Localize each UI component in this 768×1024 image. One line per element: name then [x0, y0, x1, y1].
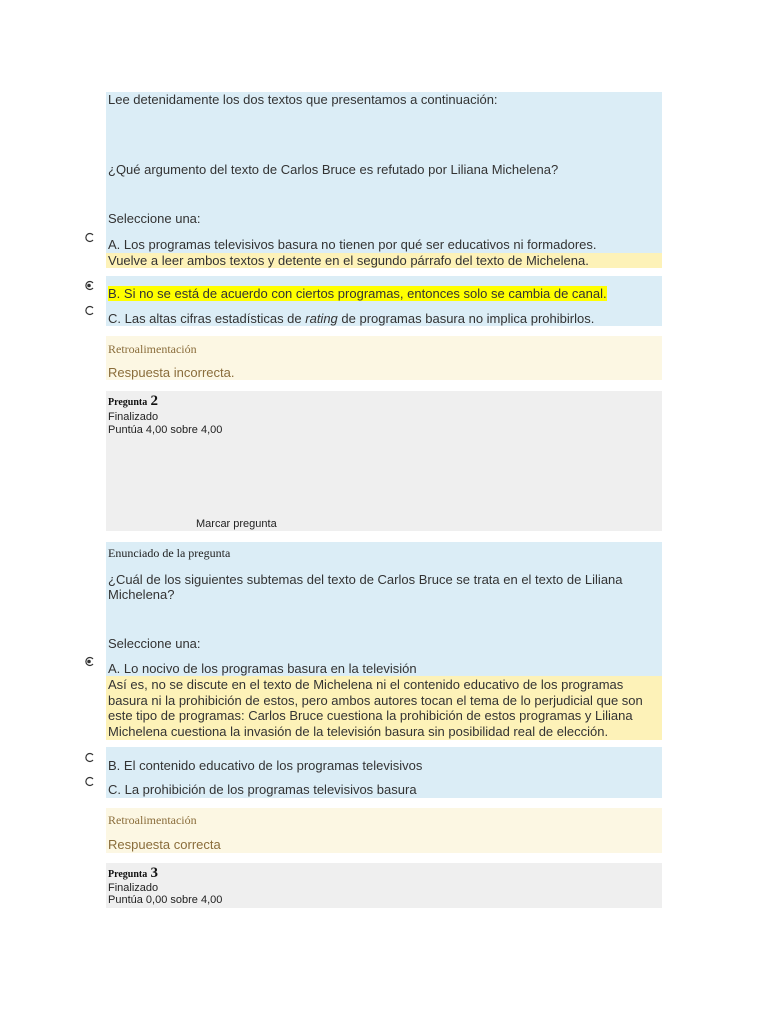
q2-info-panel [106, 391, 662, 531]
q1-option-c-text-after: de programas basura no implica prohibirlos. [337, 311, 595, 326]
q3-grade: Puntúa 0,00 sobre 4,00 [108, 894, 223, 906]
q3-number [108, 865, 158, 882]
q1-question-text: ¿Qué argumento del texto de Carlos Bruce es refutado por Liliana Michelena? [108, 162, 559, 177]
q2-option-a-feedback: Así es, no se discute en el texto de Michelena ni el contenido educativo de los programas basura ni la prohibición de estos, pero ambos autores tocan el tema de lo perjudicial que son este tipo de programas: Carlos Bruce cuestiona la prohibición de estos programas y Liliana Michelena cuestiona la invasión de la televisión basura sin posibilidad real de elección. [108, 677, 643, 739]
q3-number-value: 3 [150, 865, 159, 881]
q1-option-c-text-before: C. Las altas cifras estadísticas de [108, 311, 306, 326]
q2-number-label: Pregunta [108, 397, 148, 408]
q1-feedback-title: Retroalimentación [108, 342, 197, 356]
q3-number-label: Pregunta [108, 869, 148, 880]
q2-feedback-title: Retroalimentación [108, 813, 197, 827]
q2-option-b-radio-icon[interactable] [84, 752, 95, 763]
q1-option-c-text-em: rating [305, 311, 338, 326]
q1-option-c-label[interactable] [108, 311, 594, 326]
q1-intro: Lee detenidamente los dos textos que presentamos a continuación: [108, 92, 498, 107]
q1-option-a-radio-icon[interactable] [84, 232, 95, 243]
q2-option-c-label[interactable]: C. La prohibición de los programas televisivos basura [108, 782, 417, 797]
q2-select-label: Seleccione una: [108, 636, 201, 651]
q2-option-b-label[interactable]: B. El contenido educativo de los programas televisivos [108, 758, 423, 773]
q2-option-c-radio-icon[interactable] [84, 776, 95, 787]
q3-state: Finalizado [108, 882, 159, 894]
q2-option-a-radio-icon[interactable] [84, 656, 95, 667]
q2-number-value: 2 [150, 393, 159, 409]
q1-feedback-text: Respuesta incorrecta. [108, 365, 235, 380]
q1-option-c-radio-icon[interactable] [84, 305, 95, 316]
q2-flag-link[interactable]: Marcar pregunta [196, 518, 277, 530]
q1-option-b-text: B. Si no se está de acuerdo con ciertos programas, entonces solo se cambia de canal. [108, 286, 607, 301]
q1-option-b-radio-icon[interactable] [84, 280, 95, 291]
q2-question-panel [106, 542, 662, 677]
q2-grade: Puntúa 4,00 sobre 4,00 [108, 424, 223, 436]
q1-option-b-label[interactable] [108, 286, 607, 301]
q2-state: Finalizado [108, 411, 159, 423]
q2-question-text: ¿Cuál de los siguientes subtemas del texto de Carlos Bruce se trata en el texto de Liliana Michelena? [108, 572, 623, 602]
q1-option-a-feedback: Vuelve a leer ambos textos y detente en el segundo párrafo del texto de Michelena. [108, 253, 589, 268]
q2-feedback-text: Respuesta correcta [108, 837, 221, 852]
q2-number [108, 393, 158, 410]
q1-select-label: Seleccione una: [108, 211, 201, 226]
q2-heading: Enunciado de la pregunta [108, 546, 231, 560]
q1-option-a-label[interactable]: A. Los programas televisivos basura no tienen por qué ser educativos ni formadores. [108, 237, 597, 252]
q2-option-a-label[interactable]: A. Lo nocivo de los programas basura en la televisión [108, 661, 417, 676]
